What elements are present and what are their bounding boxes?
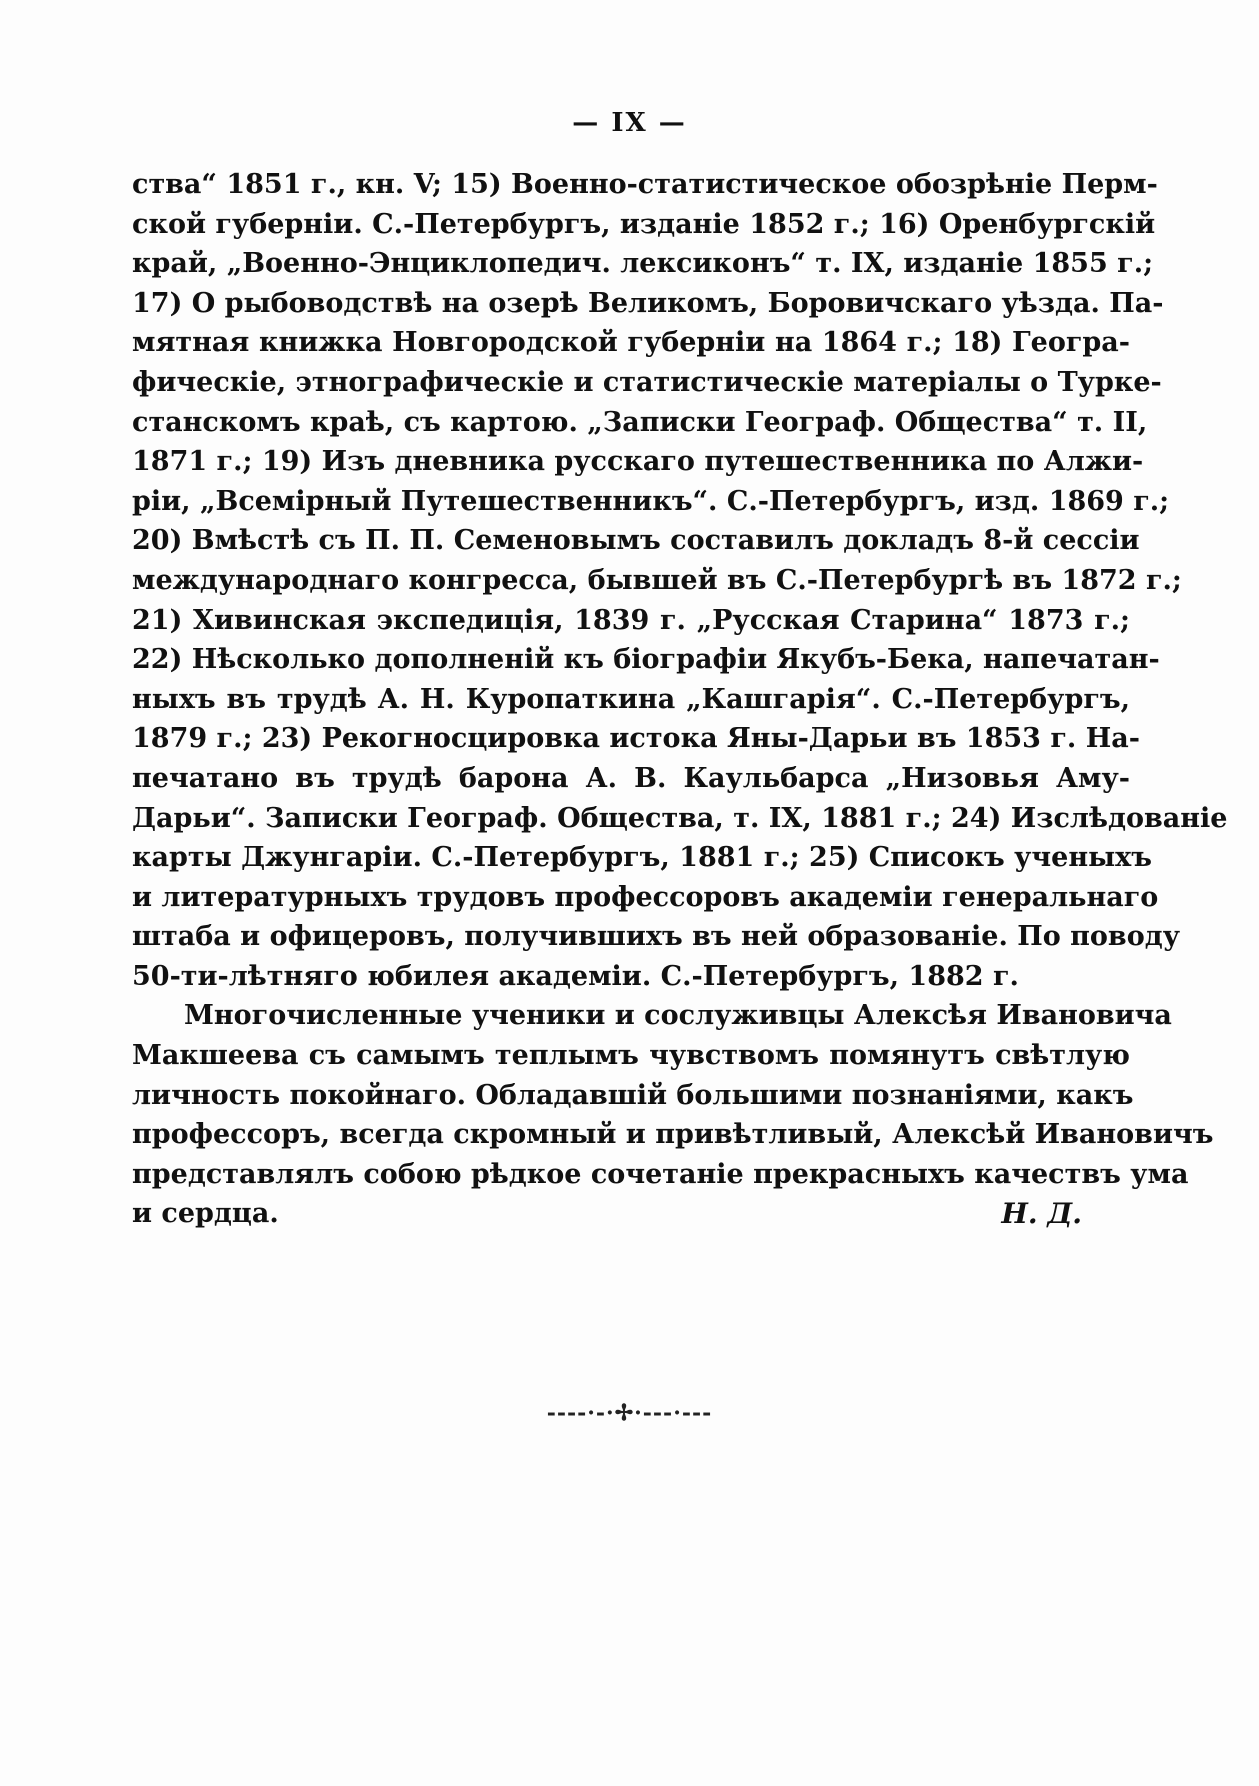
text-line: Дарьи“. Записки Географ. Общества, т. IX, 1881 г.; 24) Изслѣдованіе bbox=[132, 802, 1228, 834]
text-line: личность покойнаго. Обладавшій большими познаніями, какъ bbox=[132, 1079, 1134, 1111]
text-line: мятная книжка Новгородской губерніи на 1864 г.; 18) Геогра- bbox=[132, 327, 1130, 359]
text-line: и литературныхъ трудовъ профессоровъ академіи генеральнаго bbox=[132, 881, 1159, 913]
remembrance-paragraph bbox=[132, 996, 1214, 1234]
text-line: 21) Хивинская экспедиція, 1839 г. „Русская Старина“ 1873 г.; bbox=[132, 604, 1130, 636]
text-line: 1871 г.; 19) Изъ дневника русскаго путешественника по Алжи- bbox=[132, 446, 1144, 478]
text-line: представлялъ собою рѣдкое сочетаніе прекрасныхъ качествъ ума bbox=[132, 1158, 1189, 1190]
text-line: Многочисленные ученики и сослуживцы Алексѣя Ивановича bbox=[184, 1000, 1172, 1032]
text-line: фическіе, этнографическіе и статистическіе матеріалы о Турке- bbox=[132, 366, 1162, 398]
page-number: — IX — bbox=[572, 108, 687, 138]
ornamental-divider: ----·-·✢·---·--- bbox=[546, 1400, 713, 1426]
text-line: 1879 г.; 23) Рекогносцировка истока Яны-Дарьи въ 1853 г. На- bbox=[132, 723, 1140, 755]
text-line: 17) О рыбоводствѣ на озерѣ Великомъ, Боровичскаго уѣзда. Па- bbox=[132, 287, 1164, 319]
text-line: карты Джунгаріи. С.-Петербургъ, 1881 г.; 25) Списокъ ученыхъ bbox=[132, 842, 1152, 874]
text-line: профессоръ, всегда скромный и привѣтливый, Алексѣй Ивановичъ bbox=[132, 1119, 1214, 1151]
text-line: штаба и офицеровъ, получившихъ въ ней образованіе. По поводу bbox=[132, 921, 1180, 953]
body-text bbox=[132, 165, 1228, 1234]
text-line: 22) Нѣсколько дополненій къ біографіи Якубъ-Бека, напечатан- bbox=[132, 644, 1160, 676]
text-line: и сердца. bbox=[132, 1198, 279, 1230]
text-line: станскомъ краѣ, съ картою. „Записки Географ. Общества“ т. II, bbox=[132, 406, 1148, 438]
bibliography-paragraph bbox=[132, 165, 1228, 996]
text-line: международнаго конгресса, бывшей въ С.-Петербургѣ въ 1872 г.; bbox=[132, 564, 1182, 596]
text-line: ской губерніи. С.-Петербургъ, изданіе 1852 г.; 16) Оренбургскій bbox=[132, 208, 1156, 240]
text-line: 50-ти-лѣтняго юбилея академіи. С.-Петербургъ, 1882 г. bbox=[132, 960, 1019, 992]
text-line: край, „Военно-Энциклопедич. лексиконъ“ т. IX, изданіе 1855 г.; bbox=[132, 248, 1154, 280]
text-line: ныхъ въ трудѣ А. Н. Куропаткина „Кашгарія“. С.-Петербургъ, bbox=[132, 683, 1130, 715]
text-line: 20) Вмѣстѣ съ П. П. Семеновымъ составилъ докладъ 8-й сессіи bbox=[132, 525, 1140, 557]
author-signature: Н. Д. bbox=[1001, 1197, 1082, 1231]
closing-row bbox=[132, 1194, 1130, 1234]
text-line: печатано въ трудѣ барона А. В. Каульбарса „Низовья Аму- bbox=[132, 762, 1130, 794]
text-line: Макшеева съ самымъ теплымъ чувствомъ помянутъ свѣтлую bbox=[132, 1040, 1130, 1072]
text-line: ріи, „Всемірный Путешественникъ“. С.-Петербургъ, изд. 1869 г.; bbox=[132, 485, 1170, 517]
text-line: ства“ 1851 г., кн. V; 15) Военно-статистическое обозрѣніе Перм- bbox=[132, 169, 1158, 200]
